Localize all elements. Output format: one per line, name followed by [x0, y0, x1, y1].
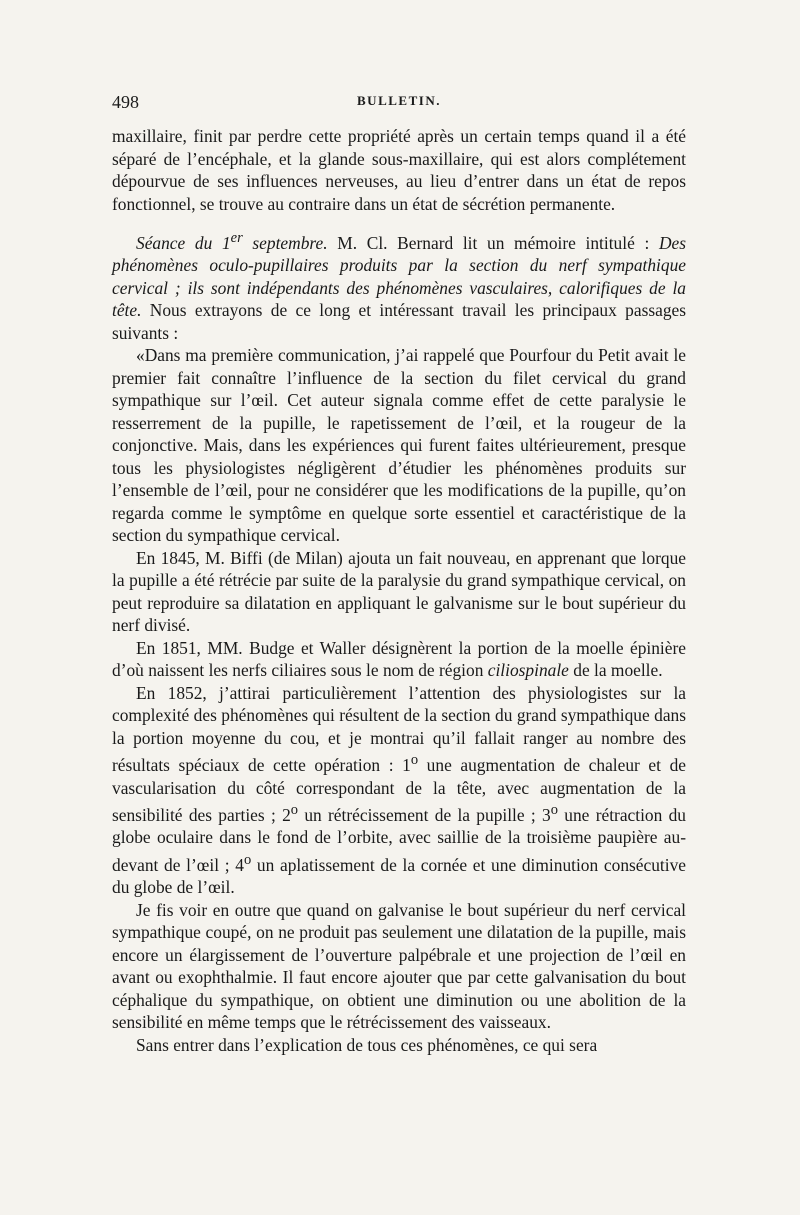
paragraph-1852: En 1852, j’attirai particulièrement l’attention des physiologistes sur la complexité des phénomènes qui résultent de la section du grand sympathique dans la portion moyenne du cou, et je montrai qu’il fallait ranger au nombre des résultats spéciaux de cette opération : 1$^o$ une augmentation de chaleur et de vascularisation du côté correspondant de la tête, avec augmentation de la sensibilité des parties ; 2$^o$ un rétrécissement de la pupille ; 3$^o$ une rétraction du globe oculaire dans le fond de l’orbite, avec saillie de la troisième paupière au-devant de l’œil ; 4$^o$ un aplatissement de la cornée et une diminution consécutive du globe de l’œil.: [112, 682, 687, 898]
paragraph-last: Sans entrer dans l’explication de tous ces phénomènes, ce qui sera: [136, 1034, 598, 1055]
body-text: [112, 125, 686, 1056]
paragraph-1845: En 1845, M. Biffi (de Milan) ajouta un fait nouveau, en apprenant que lorque la pupille a été rétrécie par suite de la paralysie du grand sympathique cervical, on peut reproduire sa dilatation en appliquant le galvanisme sur le bout supérieur du nerf divisé.: [112, 547, 686, 636]
paragraph-first-communication: «Dans ma première communication, j’ai rappelé que Pourfour du Petit avait le premier fait connaître l’influence de la section du filet cervical du grand sympathique sur l’œil. Cet auteur signala comme effet de cette paralysie le resserrement de la pupille, le rapetissement de l’œil, et la rougeur de la conjonctive. Mais, dans les expériences qui furent faites ultérieurement, presque tous les physiologistes négligèrent d’étudier les phénomènes produits sur l’ensemble de l’œil, pour ne considérer que les modifications de la pupille, qu’on regarda comme le symptôme en quelque sorte essentiel et caractéristique de la section du sympathique cervical.: [112, 345, 686, 546]
running-header: [112, 92, 686, 114]
paragraph-galvanisation: Je fis voir en outre que quand on galvanise le bout supérieur du nerf cervical sympathique coupé, on ne produit pas seulement une dilatation de la pupille, mais encore un élargissement de l’ouverture palpébrale et une projection de l’œil en avant ou exophthalmie. Il faut encore ajouter que par cette galvanisation du bout céphalique du sympathique, on obtient une diminution ou une abolition de la sensibilité en même temps que le rétrécissement des vaisseaux.: [112, 899, 686, 1033]
running-title: BULLETIN.: [357, 93, 441, 108]
paragraph-session: Séance du 1er septembre. M. Cl. Bernard lit un mémoire intitulé : Des phénomènes oculo-pupillaires produits par la section du nerf sympathique cervical ; ils sont indépendants des phénomènes vasculaires, calorifiques de la tête. Nous extrayons de ce long et intéressant travail les principaux passages suivants :: [112, 230, 686, 343]
session-date: Séance du 1er septembre.: [136, 230, 328, 253]
term-ciliospinale: ciliospinale: [487, 660, 569, 681]
page-number: 498: [112, 92, 139, 112]
paragraph-continuation: maxillaire, finit par perdre cette propriété après un certain temps quand il a été séparé de l’encéphale, et la glande sous-maxillaire, qui est alors complétement dépourvue de ses influences nerveuses, au lieu d’entrer dans un état de repos fonctionnel, se trouve au contraire dans un état de sécrétion permanente.: [112, 126, 686, 214]
memoir-title: Des phénomènes oculo-pupillaires produits par la section du nerf sympathique cervical ; ils sont indépendants des phénomènes vasculaires, calorifiques de la tête.: [112, 232, 686, 321]
paragraph-1851: En 1851, MM. Budge et Waller désignèrent la portion de la moelle épinière d’où naissent les nerfs ciliaires sous le nom de région ciliospinale de la moelle.: [112, 637, 686, 681]
